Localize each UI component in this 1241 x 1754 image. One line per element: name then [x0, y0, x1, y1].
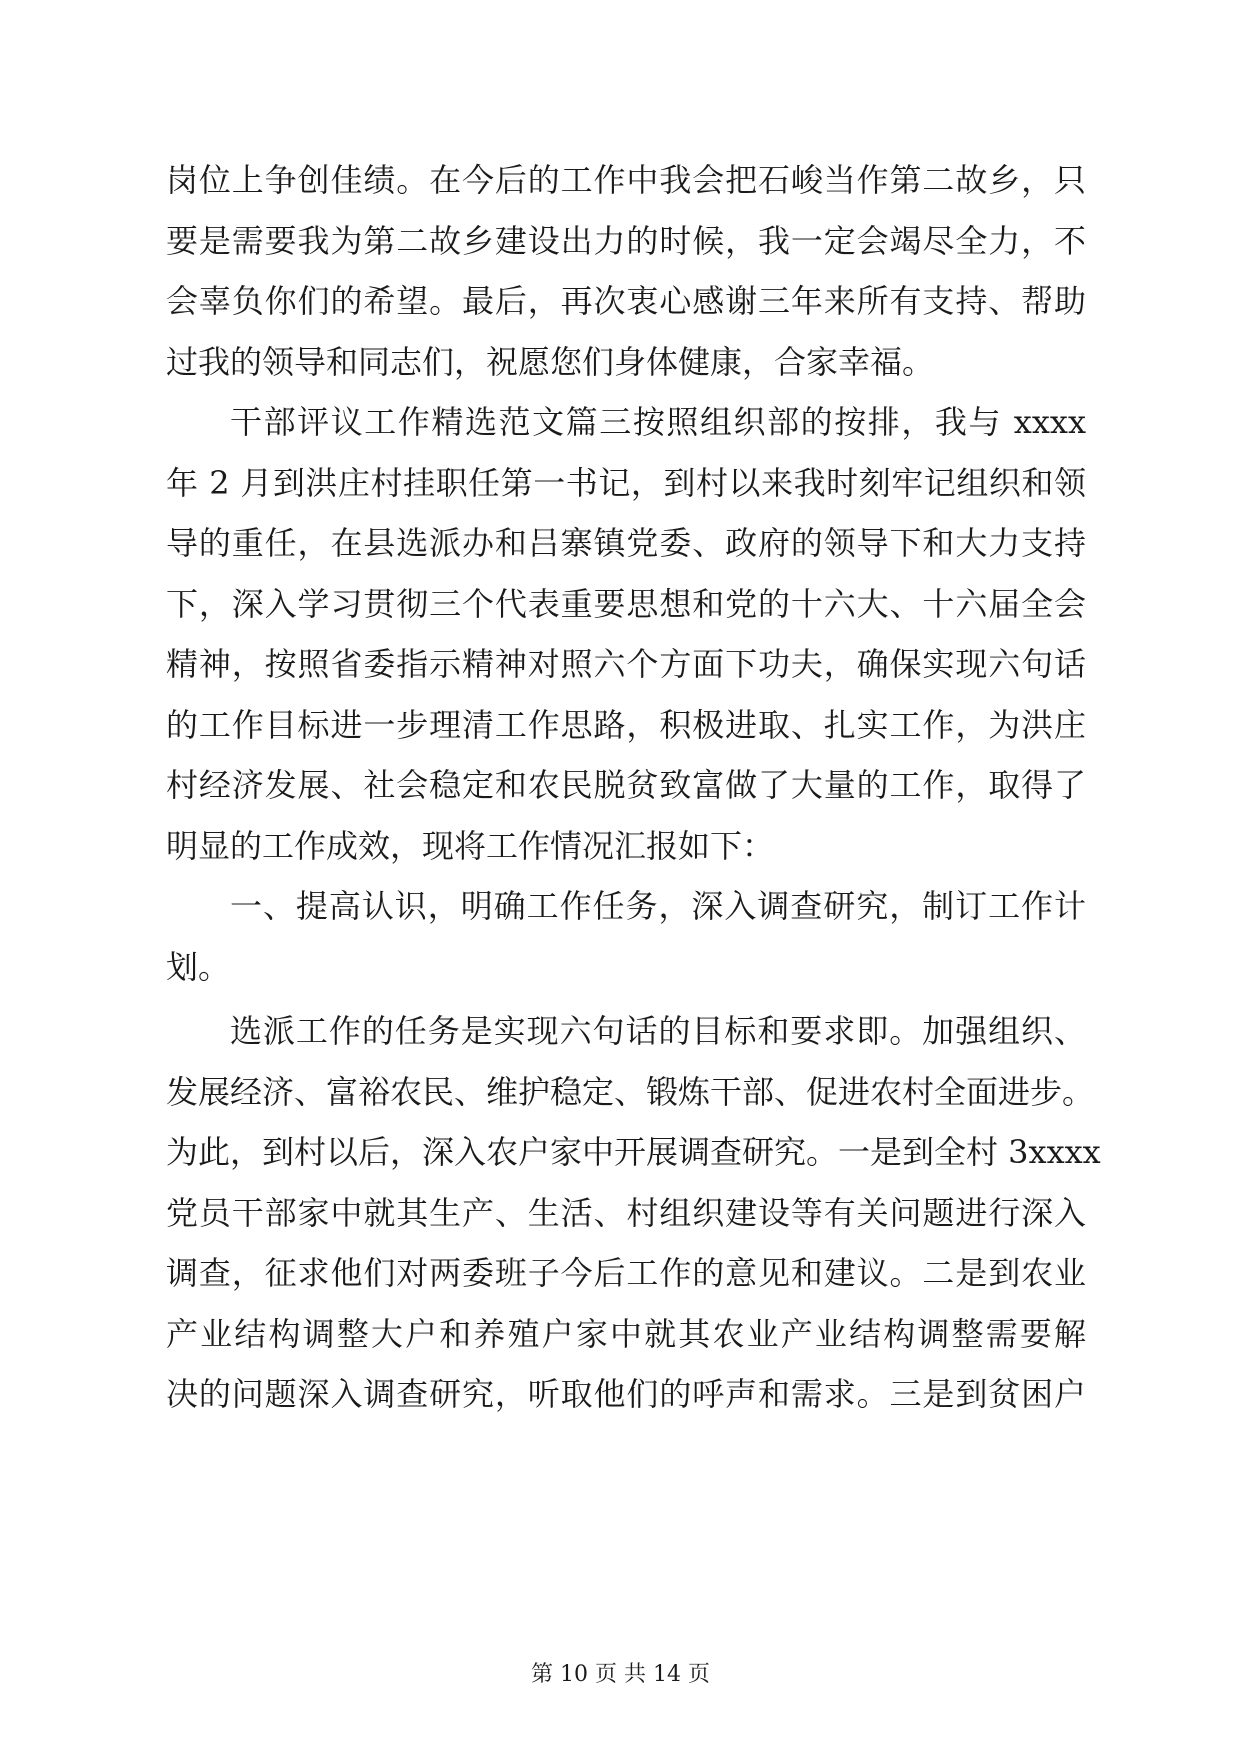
paragraph — [166, 150, 1086, 392]
page-number-footer: 第 10 页 共 14 页 — [531, 1662, 710, 1687]
text-line: 要是需要我为第二故乡建设出力的时候，我一定会竭尽全力，不 — [166, 221, 1086, 260]
text-line: 的工作目标进一步理清工作思路，积极进取、扎实工作，为洪庄 — [166, 705, 1086, 744]
text-line: 精神，按照省委指示精神对照六个方面下功夫，确保实现六句话 — [166, 645, 1086, 683]
text-line: 年 2 月到洪庄村挂职任第一书记，到村以来我时刻牢记组织和领 — [166, 463, 1086, 502]
text-line: 干部评议工作精选范文篇三按照组织部的按排，我与 xxxx — [230, 403, 1086, 441]
paragraph — [166, 1001, 1101, 1425]
text-line: 会辜负你们的希望。最后，再次衷心感谢三年来所有支持、帮助 — [166, 282, 1086, 320]
text-line: 过我的领导和同志们，祝愿您们身体健康，合家幸福。 — [166, 342, 935, 381]
text-line: 选派工作的任务是实现六句话的目标和要求即。加强组织、 — [230, 1012, 1086, 1050]
text-line: 调查，征求他们对两委班子今后工作的意见和建议。二是到农业 — [166, 1254, 1086, 1292]
text-line: 产业结构调整大户和养殖户家中就其农业产业结构调整需要解 — [166, 1314, 1086, 1353]
paragraph — [166, 392, 1086, 876]
text-line: 决的问题深入调查研究，听取他们的呼声和需求。三是到贫困户 — [166, 1375, 1086, 1413]
text-line: 村经济发展、社会稳定和农民脱贫致富做了大量的工作，取得了 — [166, 766, 1086, 804]
text-line: 下，深入学习贯彻三个代表重要思想和党的十六大、十六届全会 — [166, 584, 1086, 623]
section-heading — [166, 876, 1086, 997]
text-line: 发展经济、富裕农民、维护稳定、锻炼干部、促进农村全面进步。 — [166, 1072, 1095, 1111]
text-line: 岗位上争创佳绩。在今后的工作中我会把石峻当作第二故乡，只 — [166, 161, 1086, 199]
text-line: 明显的工作成效，现将工作情况汇报如下： — [166, 826, 775, 865]
text-line: 为此，到村以后，深入农户家中开展调查研究。一是到全村 3xxxx — [166, 1133, 1101, 1171]
text-line: 划。 — [166, 947, 231, 986]
document-body — [166, 150, 1101, 1425]
text-line: 导的重任，在县选派办和吕寨镇党委、政府的领导下和大力支持 — [166, 524, 1086, 562]
text-line: 一、提高认识，明确工作任务，深入调查研究，制订工作计 — [230, 887, 1086, 925]
text-line: 党员干部家中就其生产、生活、村组织建设等有关问题进行深入 — [166, 1193, 1086, 1232]
